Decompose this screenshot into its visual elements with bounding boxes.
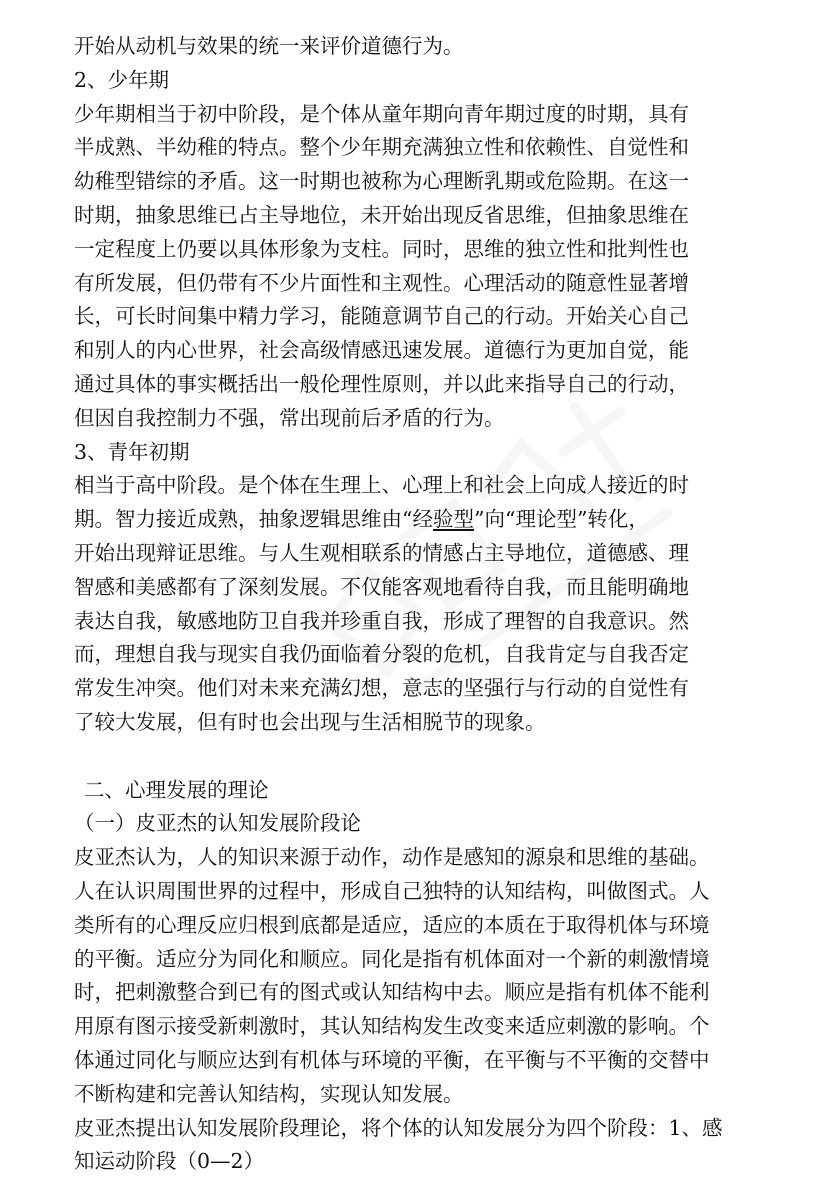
paragraph-line: 的平衡。适应分为同化和顺应。同化是指有机体面对一个新的刺激情境 [74, 946, 710, 971]
section-heading-theories: 二、心理发展的理论 [84, 777, 269, 802]
paragraph-line: 开始出现辩证思维。与人生观相联系的情感占主导地位，道德感、理 [74, 540, 689, 565]
paragraph-line: 了较大发展，但有时也会出现与生活相脱节的现象。 [74, 709, 546, 734]
paragraph-line: 人在认识周围世界的过程中，形成自己独特的认知结构，叫做图式。人 [74, 878, 710, 903]
paragraph-line: 不断构建和完善认知结构，实现认知发展。 [74, 1081, 464, 1106]
paragraph-line: 幼稚型错综的矛盾。这一时期也被称为心理断乳期或危险期。在这一 [74, 169, 689, 194]
paragraph-line: 通过具体的事实概括出一般伦理性原则，并以此来指导自己的行动， [74, 371, 689, 396]
paragraph-line: 类所有的心理反应归根到底都是适应，适应的本质在于取得机体与环境 [74, 912, 710, 937]
paragraph-line: 体通过同化与顺应达到有机体与环境的平衡，在平衡与不平衡的交替中 [74, 1047, 710, 1072]
paragraph-line: 用原有图示接受新刺激时，其认知结构发生改变来适应刺激的影响。个 [74, 1014, 710, 1039]
paragraph-line: 一定程度上仍要以具体形象为支柱。同时，思维的独立性和批判性也 [74, 236, 689, 261]
paragraph-line: 常发生冲突。他们对未来充满幻想，意志的坚强行与行动的自觉性有 [74, 676, 689, 701]
paragraph-line-with-underline: 期。智力接近成熟，抽象逻辑思维由“经验型”向“理论型”转化， [74, 507, 649, 532]
paragraph-line: 相当于高中阶段。是个体在生理上、心理上和社会上向成人接近的时 [74, 473, 689, 498]
paragraph-line: 皮亚杰认为，人的知识来源于动作，动作是感知的源泉和思维的基础。 [74, 845, 710, 870]
paragraph-line: 半成熟、半幼稚的特点。整个少年期充满独立性和依赖性、自觉性和 [74, 135, 689, 160]
paragraph-line: 有所发展，但仍带有不少片面性和主观性。心理活动的随意性显著增 [74, 270, 689, 295]
paragraph-line: 少年期相当于初中阶段，是个体从童年期向青年期过度的时期，具有 [74, 101, 689, 126]
paragraph-line: 但因自我控制力不强，常出现前后矛盾的行为。 [74, 405, 505, 430]
paragraph-line: 而，理想自我与现实自我仍面临着分裂的危机，自我肯定与自我否定 [74, 642, 689, 667]
underlined-term: 验型 [432, 507, 474, 532]
paragraph-line: 智感和美感都有了深刻发展。不仅能客观地看待自我，而且能明确地 [74, 574, 689, 599]
blank-line [74, 740, 764, 774]
paragraph-line: 时期，抽象思维已占主导地位，未开始出现反省思维，但抽象思维在 [74, 202, 689, 227]
section-heading-adolescence: 2、少年期 [74, 67, 170, 92]
paragraph-line: 知运动阶段（0—2） [74, 1149, 265, 1174]
paragraph-line: 时，把刺激整合到已有的图式或认知结构中去。顺应是指有机体不能利 [74, 980, 710, 1005]
document-page [74, 30, 764, 1179]
subsection-heading-piaget: （一）皮亚杰的认知发展阶段论 [74, 811, 361, 836]
paragraph-line: 长，可长时间集中精力学习，能随意调节自己的行动。开始关心自己 [74, 304, 689, 329]
paragraph-line: 皮亚杰提出认知发展阶段理论，将个体的认知发展分为四个阶段：1、感 [74, 1115, 723, 1140]
section-heading-early-youth: 3、青年初期 [74, 439, 190, 464]
paragraph-line: 和别人的内心世界，社会高级情感迅速发展。道德行为更加自觉，能 [74, 338, 689, 363]
paragraph-line: 表达自我，敏感地防卫自我并珍重自我，形成了理智的自我意识。然 [74, 608, 689, 633]
text-line-continuation: 开始从动机与效果的统一来评价道德行为。 [74, 34, 464, 58]
